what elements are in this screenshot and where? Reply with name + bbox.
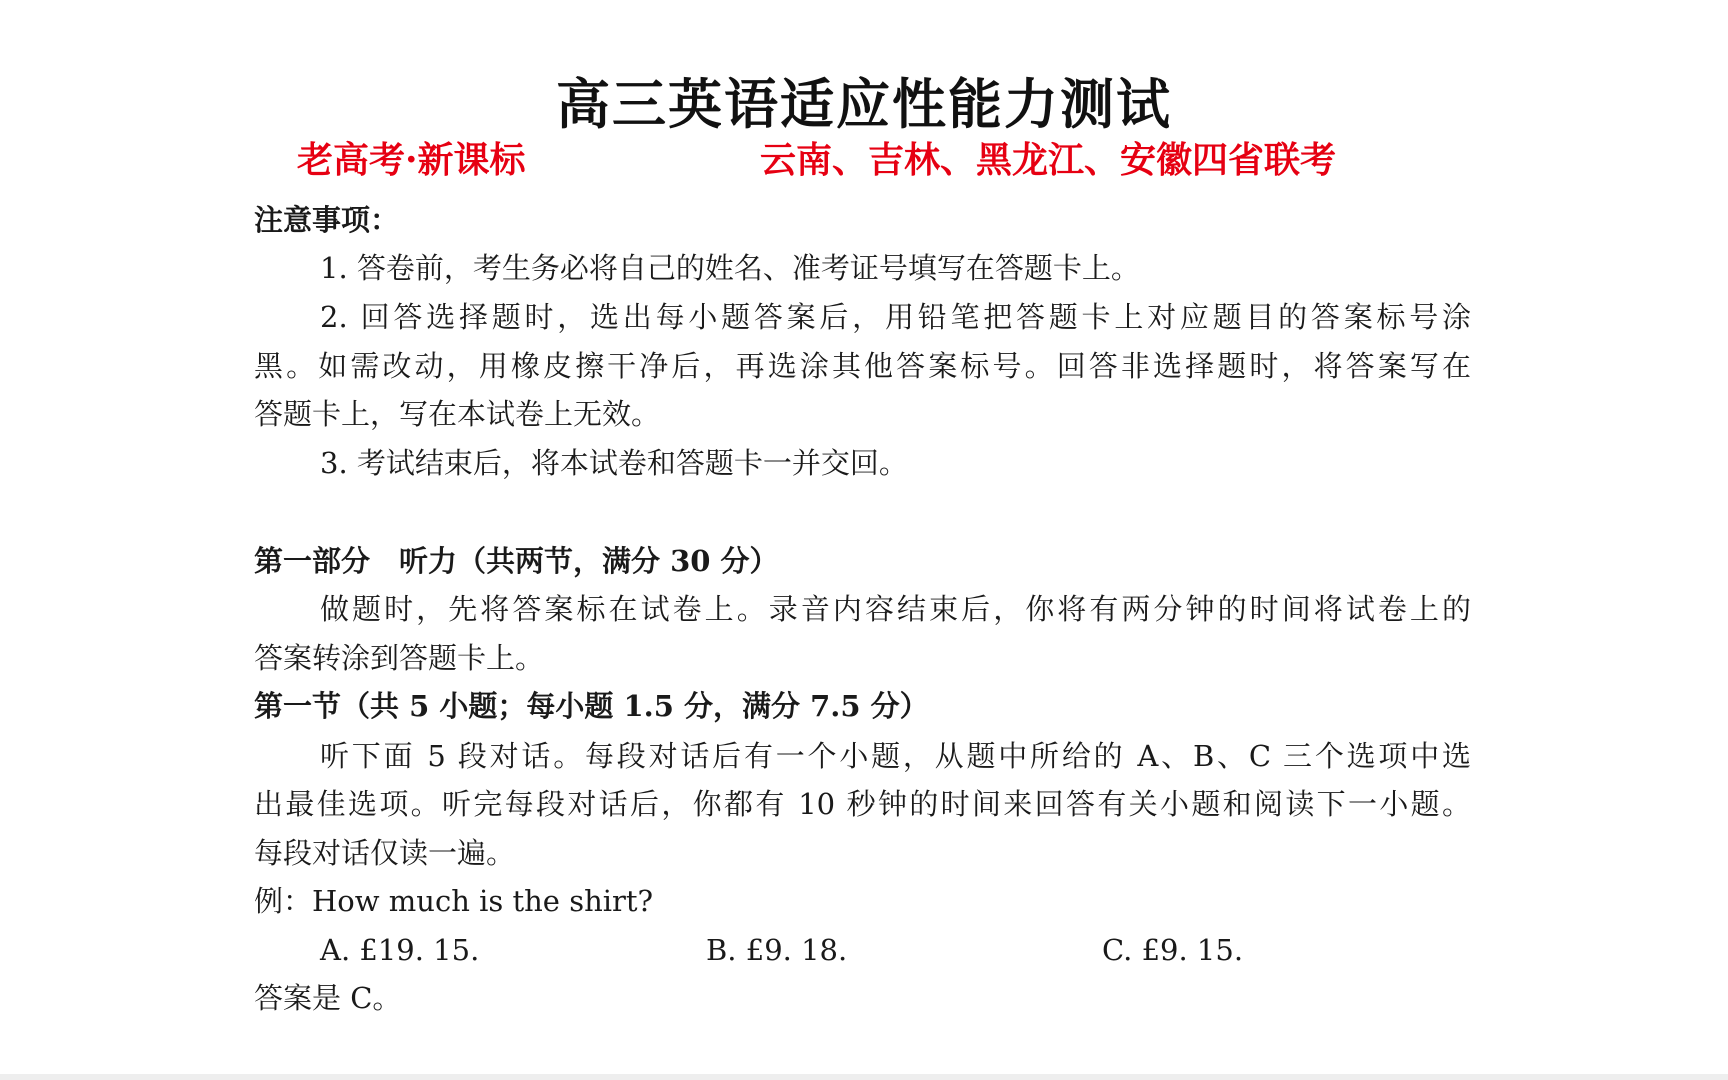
page-title: 高三英语适应性能力测试 bbox=[556, 72, 1172, 136]
part1-heading: 第一部分 听力（共两节，满分 30 分） bbox=[254, 544, 779, 578]
section1-line-3: 每段对话仅读一遍。 bbox=[254, 836, 516, 870]
section1-heading: 第一节（共 5 小题；每小题 1.5 分，满分 7.5 分） bbox=[254, 689, 929, 723]
subtitle-right: 云南、吉林、黑龙江、安徽四省联考 bbox=[760, 139, 1337, 181]
option-c: C. £9. 15. bbox=[1102, 933, 1244, 967]
section1-line-2: 出最佳选项。听完每段对话后，你都有 10 秒钟的时间来回答有关小题和阅读下一小题。 bbox=[254, 787, 1471, 821]
option-b: B. £9. 18. bbox=[706, 933, 848, 967]
page-bottom-edge bbox=[0, 1074, 1728, 1080]
section1-line-1: 听下面 5 段对话。每段对话后有一个小题，从题中所给的 A、B、C 三个选项中选 bbox=[320, 739, 1471, 773]
notice-item-2-line-1: 2. 回答选择题时，选出每小题答案后，用铅笔把答题卡上对应题目的答案标号涂 bbox=[320, 300, 1471, 334]
part1-intro-line-2: 答案转涂到答题卡上。 bbox=[254, 641, 545, 675]
notice-item-2-line-3: 答题卡上，写在本试卷上无效。 bbox=[254, 397, 661, 431]
example-answer: 答案是 C。 bbox=[254, 981, 402, 1015]
option-a: A. £19. 15. bbox=[320, 933, 480, 967]
example-question: 例：How much is the shirt? bbox=[254, 884, 654, 918]
notice-item-3: 3. 考试结束后，将本试卷和答题卡一并交回。 bbox=[320, 446, 908, 480]
notice-heading: 注意事项： bbox=[254, 203, 400, 237]
notice-item-1: 1. 答卷前，考生务必将自己的姓名、准考证号填写在答题卡上。 bbox=[320, 251, 1140, 285]
subtitle-left: 老高考·新课标 bbox=[297, 139, 526, 181]
notice-item-2-line-2: 黑。如需改动，用橡皮擦干净后，再选涂其他答案标号。回答非选择题时，将答案写在 bbox=[254, 349, 1471, 383]
part1-intro-line-1: 做题时，先将答案标在试卷上。录音内容结束后，你将有两分钟的时间将试卷上的 bbox=[320, 592, 1471, 626]
